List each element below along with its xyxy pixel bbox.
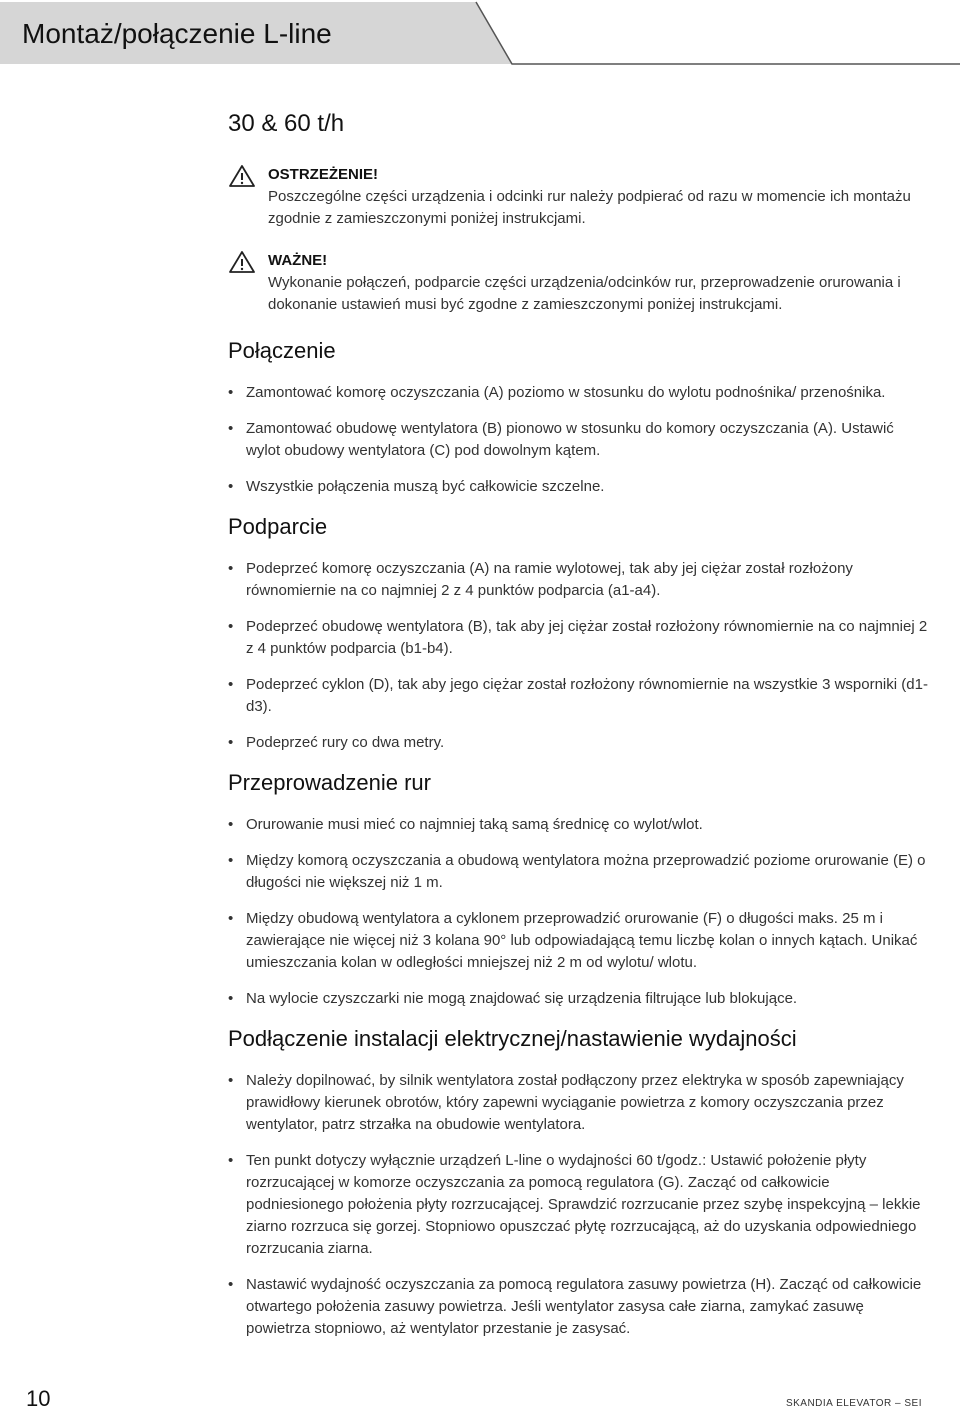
important-notice xyxy=(228,250,928,316)
important-text: Wykonanie połączeń, podparcie części urządzenia/odcinków rur, przeprowadzenie orurowania i dokonanie ustawień musi być zgodne z zamieszczonymi poniżej instrukcjami. xyxy=(268,274,901,313)
bullet-icon: • xyxy=(228,618,234,635)
list-item-text: Podeprzeć cyklon (D), tak aby jego ciężar został rozłożony równomiernie na wszystkie 3 wsporniki (d1-d3). xyxy=(246,676,928,715)
bullet-icon: • xyxy=(228,852,234,869)
bullet-icon: • xyxy=(228,910,234,927)
warning-triangle-icon xyxy=(228,164,256,188)
connection-list xyxy=(228,382,928,498)
list-item xyxy=(228,558,928,602)
section-heading-support: Podparcie xyxy=(228,514,328,539)
bullet-icon: • xyxy=(228,384,234,401)
list-item xyxy=(228,1274,928,1340)
list-item-text: Nastawić wydajność oczyszczania za pomocą regulatora zasuwy powietrza (H). Zacząć od całkowicie otwartego położenia zasuwy powietrza. Jeśli wentylator zasysa całe ziarna, zamykać zasuwę powietrza stopniowo, aż wentylator przestanie je zasysać. xyxy=(246,1276,922,1337)
list-item xyxy=(228,1150,928,1260)
list-item xyxy=(228,988,928,1010)
bullet-icon: • xyxy=(228,676,234,693)
piping-list xyxy=(228,814,928,1010)
warning-triangle-icon xyxy=(228,250,256,274)
list-item xyxy=(228,908,928,974)
main-content xyxy=(228,108,928,1354)
support-list xyxy=(228,558,928,754)
page-heading: 30 & 60 t/h xyxy=(228,110,345,137)
list-item-text: Należy dopilnować, by silnik wentylatora został podłączony przez elektryka w sposób zapewniający prawidłowy kierunek obrotów, który zapewni wyciąganie powietrza z komory oczyszczania przez wentylator, patrz strzałka na obudowie wentylatora. xyxy=(246,1072,904,1133)
list-item xyxy=(228,1070,928,1136)
list-item-text: Zamontować obudowę wentylatora (B) pionowo w stosunku do komory oczyszczania (A). Ustawić wylot obudowy wentylatora (C) pod dowolnym kątem. xyxy=(246,420,894,459)
list-item xyxy=(228,732,928,754)
important-title: WAŻNE! xyxy=(268,252,328,269)
list-item xyxy=(228,850,928,894)
warning-notice xyxy=(228,164,928,230)
list-item xyxy=(228,616,928,660)
section-heading-piping: Przeprowadzenie rur xyxy=(228,770,431,795)
list-item xyxy=(228,476,928,498)
list-item xyxy=(228,814,928,836)
page-header xyxy=(0,0,960,70)
list-item-text: Na wylocie czyszczarki nie mogą znajdować się urządzenia filtrujące lub blokujące. xyxy=(246,990,798,1007)
list-item xyxy=(228,418,928,462)
bullet-icon: • xyxy=(228,1152,234,1169)
footer-brand: SKANDIA ELEVATOR – SEI xyxy=(785,1398,922,1409)
electrical-list xyxy=(228,1070,928,1340)
list-item-text: Wszystkie połączenia muszą być całkowicie szczelne. xyxy=(246,478,605,495)
bullet-icon: • xyxy=(228,420,234,437)
bullet-icon: • xyxy=(228,478,234,495)
bullet-icon: • xyxy=(228,560,234,577)
bullet-icon: • xyxy=(228,990,234,1007)
bullet-icon: • xyxy=(228,816,234,833)
section-heading-connection: Połączenie xyxy=(228,338,336,363)
header-title: Montaż/połączenie L-line xyxy=(22,18,332,49)
page-number: 10 xyxy=(26,1386,51,1411)
warning-title: OSTRZEŻENIE! xyxy=(268,166,379,183)
bullet-icon: • xyxy=(228,1072,234,1089)
list-item-text: Między obudową wentylatora a cyklonem przeprowadzić orurowanie (F) o długości maks. 25 m i zawierające nie więcej niż 3 kolana 90° lub odpowiadającą temu liczbę kolan o innych kątach. Unikać umieszczania kolan w odległości mniejszej niż 2 m od wylotu/ wlotu. xyxy=(246,910,918,971)
list-item-text: Ten punkt dotyczy wyłącznie urządzeń L-line o wydajności 60 t/godz.: Ustawić położenie płyty rozrzucającej w komorze oczyszczania za pomocą regulatora (G). Zacząć od całkowicie podniesionego położenia płyty rozrzucającej. Sprawdzić rozrzucanie przez szybę inspekcyjną – lekkie ziarno rozrzuca się gorzej. Stopniowo opuszczać płytę rozrzucającą, aż do uzyskania odpowiedniego rozrzucania ziarna. xyxy=(246,1152,921,1257)
list-item-text: Zamontować komorę oczyszczania (A) poziomo w stosunku do wylotu podnośnika/ przenośnika. xyxy=(246,384,886,401)
list-item-text: Podeprzeć rury co dwa metry. xyxy=(246,734,445,751)
list-item-text: Między komorą oczyszczania a obudową wentylatora można przeprowadzić poziome orurowanie (E) o długości nie większej niż 1 m. xyxy=(246,852,926,891)
list-item-text: Orurowanie musi mieć co najmniej taką samą średnicę co wylot/wlot. xyxy=(246,816,703,833)
list-item-text: Podeprzeć obudowę wentylatora (B), tak aby jej ciężar został rozłożony równomiernie na co najmniej 2 z 4 punktów podparcia (b1-b4). xyxy=(246,618,928,657)
bullet-icon: • xyxy=(228,1276,234,1293)
list-item-text: Podeprzeć komorę oczyszczania (A) na ramie wylotowej, tak aby jej ciężar został rozłożony równomiernie na co najmniej 2 z 4 punktów podparcia (a1-a4). xyxy=(246,560,853,599)
list-item xyxy=(228,674,928,718)
bullet-icon: • xyxy=(228,734,234,751)
section-heading-electrical: Podłączenie instalacji elektrycznej/nastawienie wydajności xyxy=(228,1026,797,1051)
warning-text: Poszczególne części urządzenia i odcinki rur należy podpierać od razu w momencie ich montażu zgodnie z zamieszczonymi poniżej instrukcjami. xyxy=(268,188,911,227)
list-item xyxy=(228,382,928,404)
